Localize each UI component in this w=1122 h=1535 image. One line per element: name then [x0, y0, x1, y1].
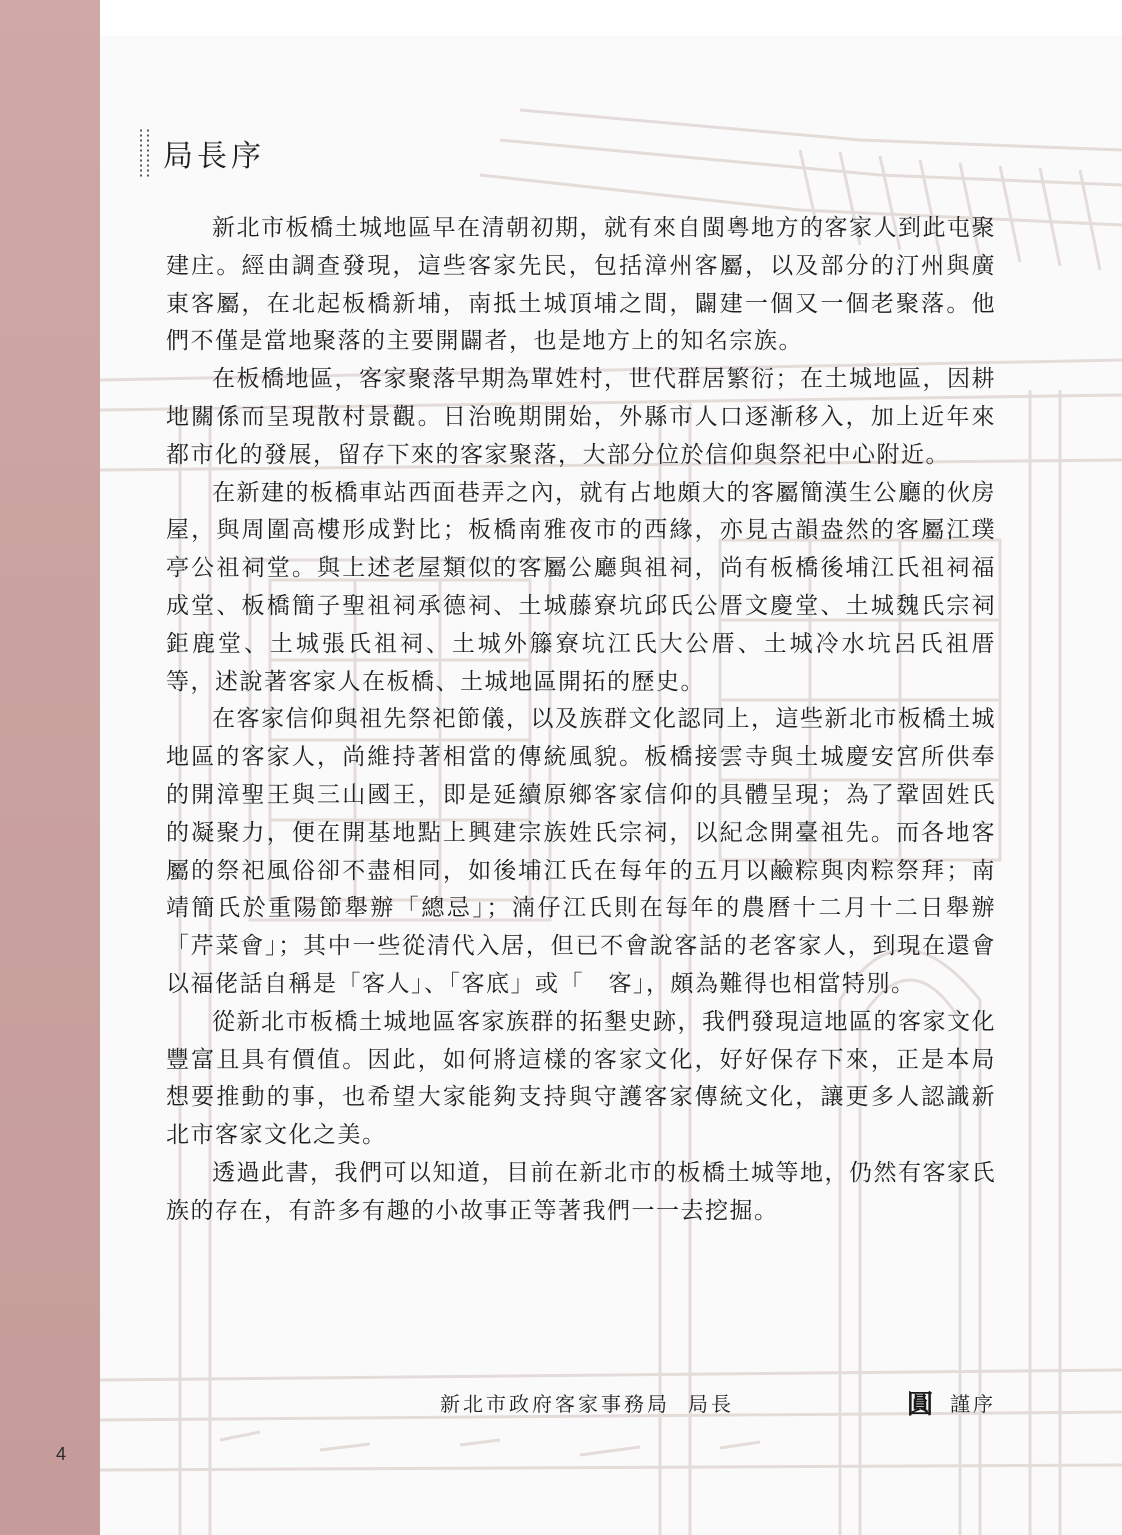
- signature-closing: 謹序: [950, 1392, 996, 1416]
- page-title: 局長序: [163, 139, 265, 174]
- signature-title: 局長: [688, 1392, 734, 1416]
- paragraph-1: 新北市板橋土城地區早在清朝初期，就有來自閩粵地方的客家人到此屯聚建庄。經由調查發現，這些客家先民，包括漳州客屬，以及部分的汀州與廣東客屬，在北起板橋新埔，南抵土城頂埔之間，闢建一個又一個老聚落。他們不僅是當地聚落的主要開闢者，也是地方上的知名宗族。: [166, 215, 996, 355]
- signature-line: [440, 1384, 996, 1421]
- preface-body: [166, 210, 996, 1231]
- paragraph-3: 在新建的板橋車站西面巷弄之內，就有占地頗大的客屬簡漢生公廳的伙房屋，與周圍高樓形成對比；板橋南雅夜市的西緣，亦見古韻盎然的客屬江璞亭公祖祠堂。與上述老屋類似的客屬公廳與祖祠，尚有板橋後埔江氏祖祠福成堂、板橋簡子聖祖祠承德祠、土城藤寮坑邱氏公厝文慶堂、土城魏氏宗祠鉅鹿堂、土城張氏祖祠、土城外籐寮坑江氏大公厝、土城冷水坑呂氏祖厝等，述說著客家人在板橋、土城地區開拓的歷史。: [166, 479, 996, 695]
- page-number: 4: [56, 1444, 67, 1464]
- paragraph-2: 在板橋地區，客家聚落早期為單姓村，世代群居繁衍；在土城地區，因耕地關係而呈現散村景觀。日治晚期開始，外縣市人口逐漸移入，加上近年來都市化的發展，留存下來的客家聚落，大部分位於信仰與祭祀中心附近。: [166, 366, 996, 468]
- section-heading: [140, 128, 265, 178]
- signature-office: 新北市政府客家事務局: [440, 1392, 670, 1416]
- side-color-band: [0, 0, 100, 1535]
- heading-dot-ornament: [140, 128, 149, 178]
- signature-name-seal: 圓: [906, 1390, 936, 1420]
- paragraph-6: 透過此書，我們可以知道，目前在新北市的板橋土城等地，仍然有客家氏族的存在，有許多有趣的小故事正等著我們一一去挖掘。: [166, 1159, 996, 1224]
- paragraph-4: 在客家信仰與祖先祭祀節儀，以及族群文化認同上，這些新北市板橋土城地區的客家人，尚維持著相當的傳統風貌。板橋接雲寺與土城慶安宮所供奉的開漳聖王與三山國王，即是延續原鄉客家信仰的具體呈現；為了鞏固姓氏的凝聚力，便在開基地點上興建宗族姓氏宗祠，以紀念開臺祖先。而各地客屬的祭祀風俗卻不盡相同，如後埔江氏在每年的五月以鹼粽與肉粽祭拜；南靖簡氏於重陽節舉辦「總忌」；湳仔江氏則在每年的農曆十二月十二日舉辦「芹菜會」；其中一些從清代入居，但已不會說客話的老客家人，到現在還會以福佬話自稱是「客人」、「客底」或「 客」，頗為難得也相當特別。: [166, 706, 996, 997]
- paragraph-5: 從新北市板橋土城地區客家族群的拓墾史跡，我們發現這地區的客家文化豐富且具有價值。因此，如何將這樣的客家文化，好好保存下來，正是本局想要推動的事，也希望大家能夠支持與守護客家傳統文化，讓更多人認識新北市客家文化之美。: [166, 1008, 996, 1149]
